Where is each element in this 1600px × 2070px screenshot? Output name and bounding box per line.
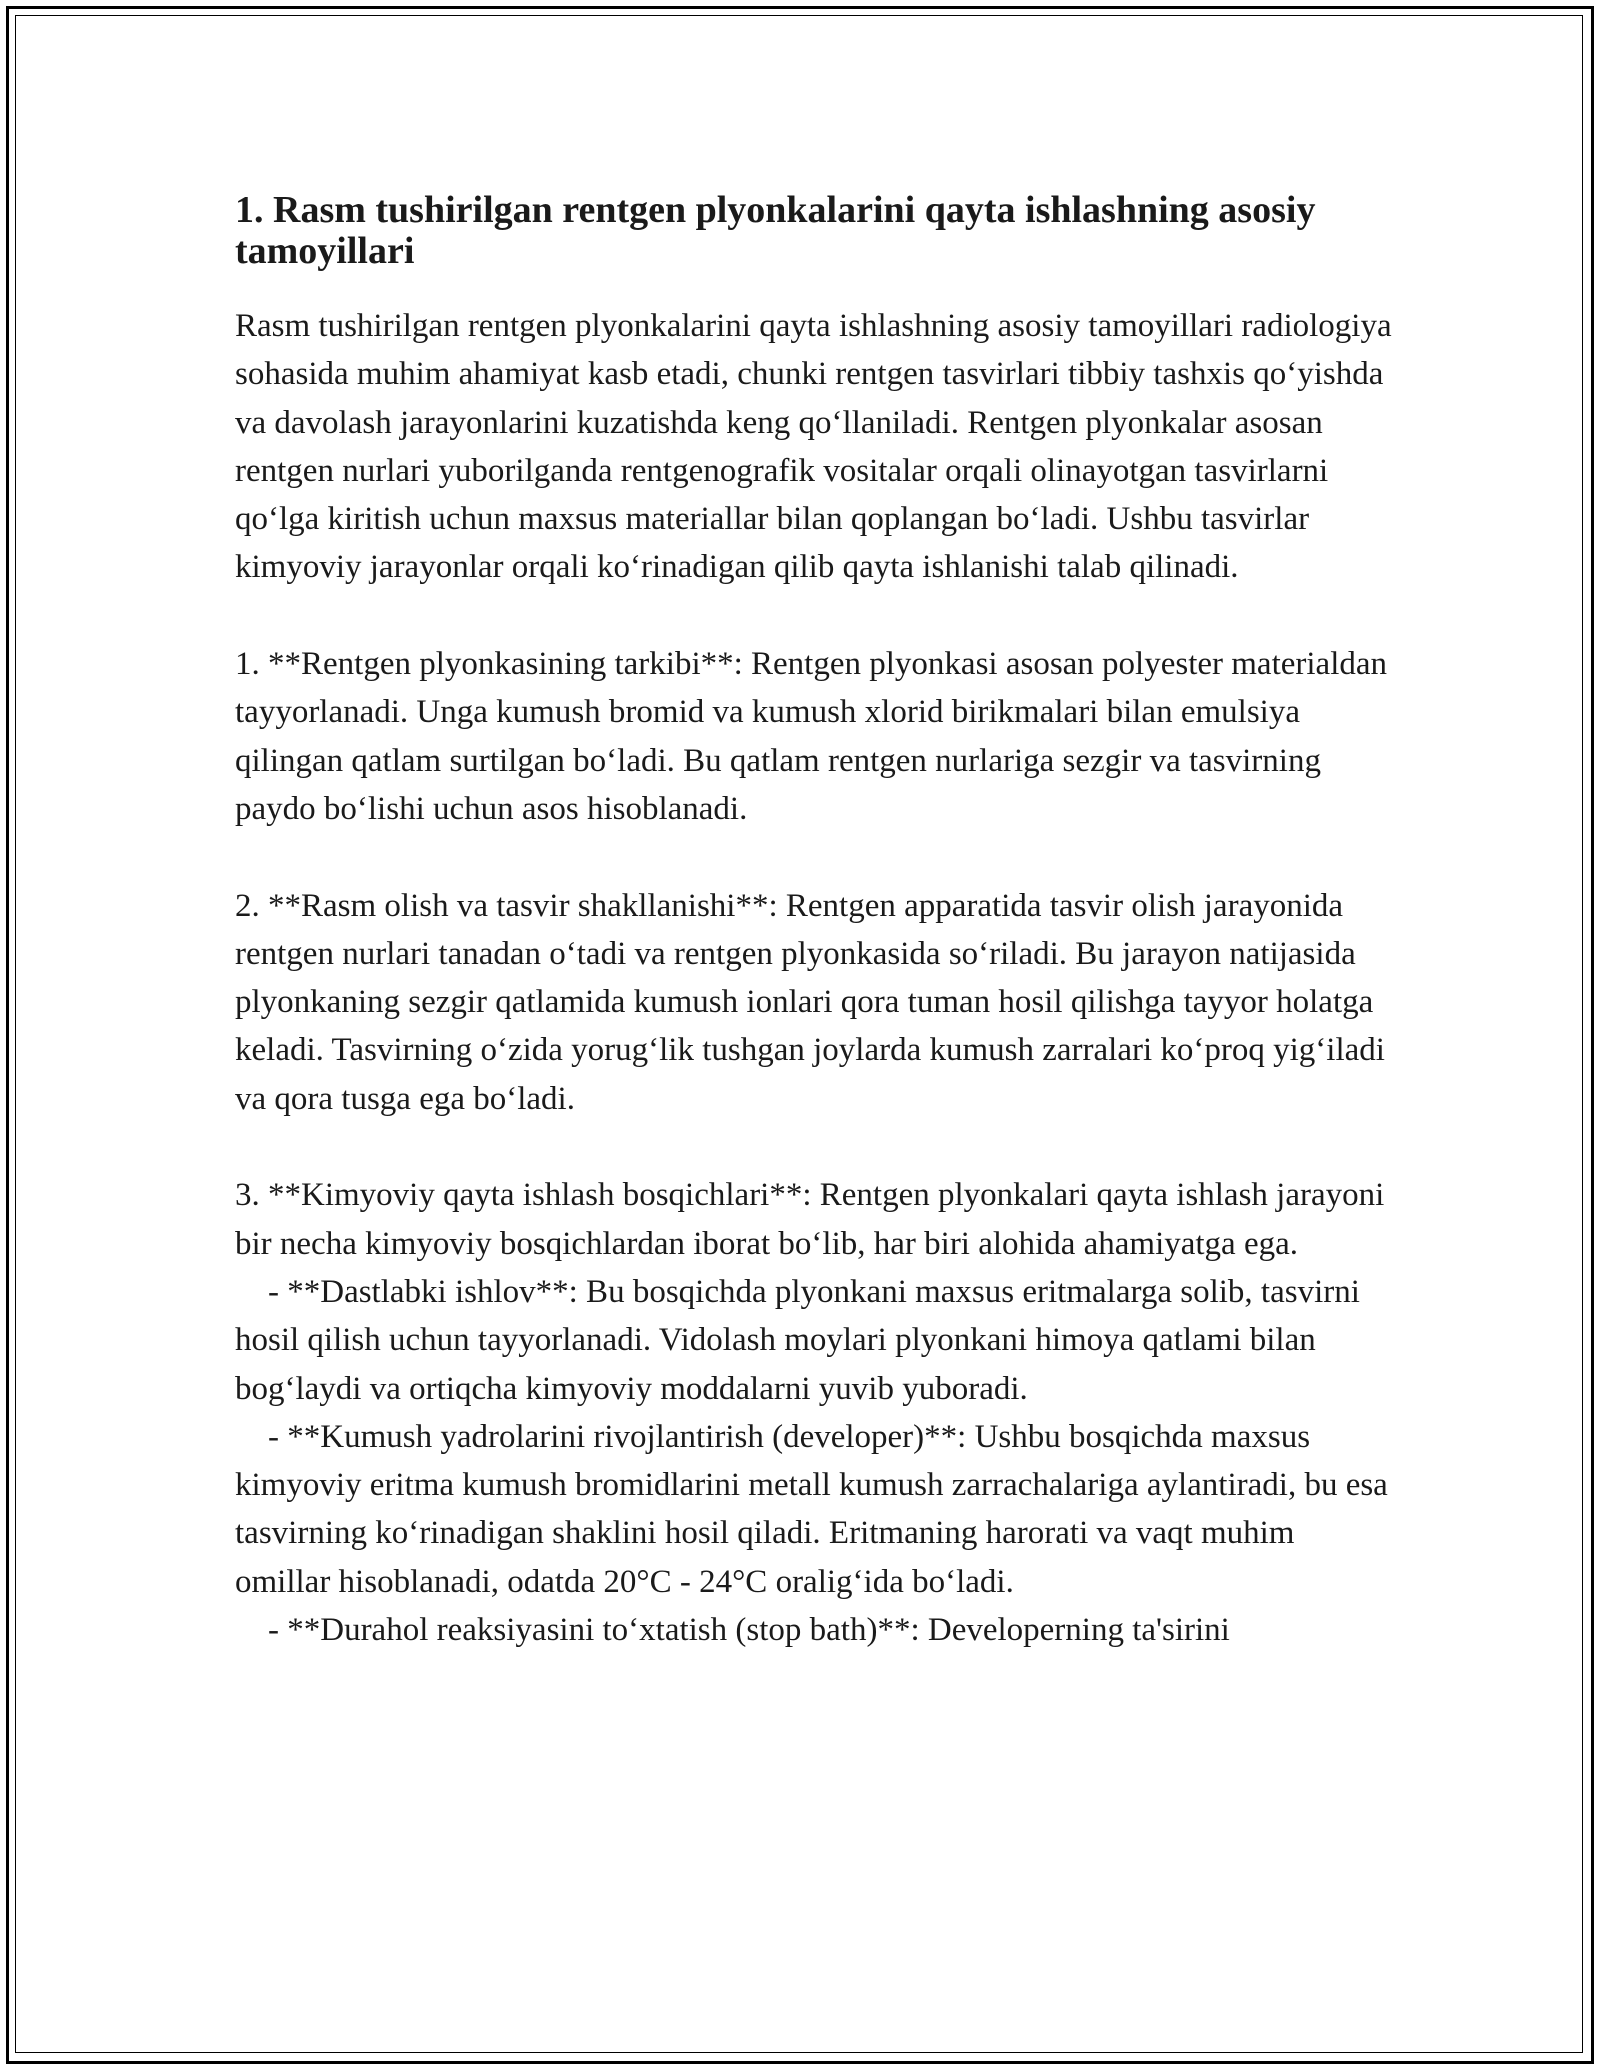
- document-title: 1. Rasm tushirilgan rentgen plyonkalarini qayta ishlashning asosiy tamoyillari: [235, 189, 1316, 272]
- list-item-3: 3. **Kimyoviy qayta ishlash bosqichlari**: Rentgen plyonkalari qayta ishlash jarayoni bir necha kimyoviy bosqichlardan iborat bo‘lib, har biri alohida ahamiyatga ega.: [235, 1177, 1393, 1262]
- list-item-2: 2. **Rasm olish va tasvir shakllanishi**: Rentgen apparatida tasvir olish jarayonida rentgen nurlari tanadan o‘tadi va rentgen plyonkasida so‘riladi. Bu jarayon natijasida plyonkaning sezgir qatlamida kumush ionlari qora tuman hosil qilishga tayyor holatga keladi. Tasvirning o‘zida yorug‘lik tushgan joylarda kumush zarralari ko‘proq yig‘iladi va qora tusga ega bo‘ladi.: [235, 887, 1394, 1117]
- paragraph-gap: [235, 1123, 1395, 1171]
- list-item-1: 1. **Rentgen plyonkasining tarkibi**: Rentgen plyonkasi asosan polyester materialdan tayyorlanadi. Unga kumush bromid va kumush xlorid birikmalari bilan emulsiya qilingan qatlam surtilgan bo‘ladi. Bu qatlam rentgen nurlariga sezgir va tasvirning paydo bo‘lishi uchun asos hisoblanadi.: [235, 646, 1396, 827]
- sub-item-developer: - **Kumush yadrolarini rivojlantirish (developer)**: Ushbu bosqichda maxsus kimyoviy eritma kumush bromidlarini metall kumush zarrachalariga aylantiradi, bu esa tasvirning ko‘rinadigan shaklini hosil qiladi. Eritmaning harorati va vaqt muhim omillar hisoblanadi, odatda 20°C - 24°C oralig‘ida bo‘ladi.: [235, 1418, 1397, 1600]
- intro-paragraph: Rasm tushirilgan rentgen plyonkalarini qayta ishlashning asosiy tamoyillari radiologiya sohasida muhim ahamiyat kasb etadi, chunki rentgen tasvirlari tibbiy tashxis qo‘yishda va davolash jarayonlarini kuzatishda keng qo‘llaniladi. Rentgen plyonkalar asosan rentgen nurlari yuborilganda rentgenografik vositalar orqali olinayotgan tasvirlarni qo‘lga kiritish uchun maxsus materiallar bilan qoplangan bo‘ladi. Ushbu tasvirlar kimyoviy jarayonlar orqali ko‘rinadigan qilib qayta ishlanishi talab qilinadi.: [235, 308, 1400, 586]
- document-page: [235, 189, 1400, 1654]
- sub-item-dastlabki-ishlov: - **Dastlabki ishlov**: Bu bosqichda plyonkani maxsus eritmalarga solib, tasvirni hosil qilish uchun tayyorlanadi. Vidolash moylari plyonkani himoya qatlami bilan bog‘laydi va ortiqcha kimyoviy moddalarni yuvib yuboradi.: [235, 1273, 1369, 1407]
- sub-item-stop-bath: - **Durahol reaksiyasini to‘xtatish (stop bath)**: Developerning ta'sirini: [235, 1612, 1230, 1649]
- paragraph-gap: [235, 592, 1395, 640]
- paragraph-gap: [235, 833, 1395, 881]
